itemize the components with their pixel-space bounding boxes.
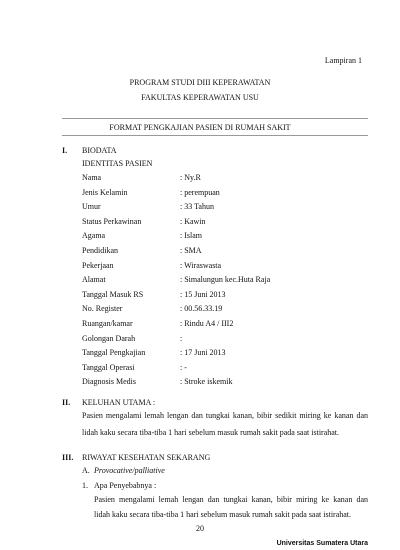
- field-value: : SMA: [180, 246, 202, 255]
- field-label: Tanggal Pengkajian: [82, 348, 146, 357]
- divider-top: [62, 118, 368, 119]
- page-number: 20: [196, 524, 204, 533]
- subsection-a-text: Provocative/palliative: [94, 466, 165, 475]
- item-1-line-2: lidah kaku secara tiba-tiba 1 hari sebelum masuk rumah sakit pada saat istirahat.: [94, 510, 352, 519]
- section-1-number: I.: [62, 146, 68, 155]
- field-value: : 15 Juni 2013: [180, 290, 226, 299]
- appendix-label: Lampiran 1: [324, 56, 362, 65]
- section-1-title: BIODATA: [82, 146, 117, 155]
- section-2-line-2: lidah kaku secara tiba-tiba 1 hari sebelum masuk rumah sakit pada saat istirahat.: [82, 428, 340, 437]
- section-1-subtitle: IDENTITAS PASIEN: [82, 159, 153, 168]
- section-2-line-1: Pasien mengalami lemah lengan dan tungkai kanan, bibir sedikit miring ke kanan dan: [82, 411, 368, 420]
- field-value: : Rindu A4 / III2: [180, 319, 234, 328]
- university-footer: Universitas Sumatera Utara: [276, 540, 368, 547]
- field-label: Umur: [82, 202, 101, 211]
- field-label: Status Perkawinan: [82, 217, 142, 226]
- field-value: : Simalungun kec.Huta Raja: [180, 275, 271, 284]
- field-value: :: [180, 334, 183, 343]
- field-value: : Wiraswasta: [180, 261, 222, 270]
- field-label: Tanggal Masuk RS: [82, 290, 144, 299]
- field-label: Tanggal Operasi: [82, 363, 135, 372]
- section-3-number: III.: [62, 453, 74, 462]
- field-label: Nama: [82, 173, 102, 182]
- section-3-title: RIWAYAT KESEHATAN SEKARANG: [82, 453, 211, 462]
- field-label: Jenis Kelamin: [82, 188, 128, 197]
- section-2-title: KELUHAN UTAMA :: [82, 398, 156, 407]
- form-title: FORMAT PENGKAJIAN PASIEN DI RUMAH SAKIT: [109, 123, 291, 132]
- field-label: Pekerjaan: [82, 261, 114, 270]
- field-value: : 00.56.33.19: [180, 304, 223, 313]
- item-1-number: 1.: [82, 481, 88, 490]
- program-title: PROGRAM STUDI DIII KEPERAWATAN: [129, 78, 271, 87]
- field-label: Ruangan/kamar: [82, 319, 133, 328]
- field-value: : 33 Tahun: [180, 202, 214, 211]
- field-label: Diagnosis Medis: [82, 377, 136, 386]
- field-value: : perempuan: [180, 188, 220, 197]
- divider-bottom: [62, 135, 368, 136]
- field-value: : Stroke iskemik: [180, 377, 233, 386]
- field-value: : -: [180, 363, 187, 372]
- field-label: Alamat: [82, 275, 106, 284]
- section-2-number: II.: [62, 398, 71, 407]
- item-1-line-1: Pasien mengalami lemah lengan dan tungkai kanan, bibir miring ke kanan dan: [94, 495, 368, 504]
- field-value: : Kawin: [180, 217, 206, 226]
- faculty-title: FAKULTAS KEPERAWATAN USU: [141, 93, 259, 102]
- item-1-text: Apa Penyebabnya :: [94, 481, 157, 490]
- field-label: Golongan Darah: [82, 334, 136, 343]
- field-label: Pendidikan: [82, 246, 118, 255]
- field-label: Agama: [82, 231, 106, 240]
- field-label: No. Register: [82, 304, 123, 313]
- field-value: : Ny.R: [180, 173, 201, 182]
- field-value: : Islam: [180, 231, 202, 240]
- subsection-a-label: A.: [82, 466, 90, 475]
- field-value: : 17 Juni 2013: [180, 348, 226, 357]
